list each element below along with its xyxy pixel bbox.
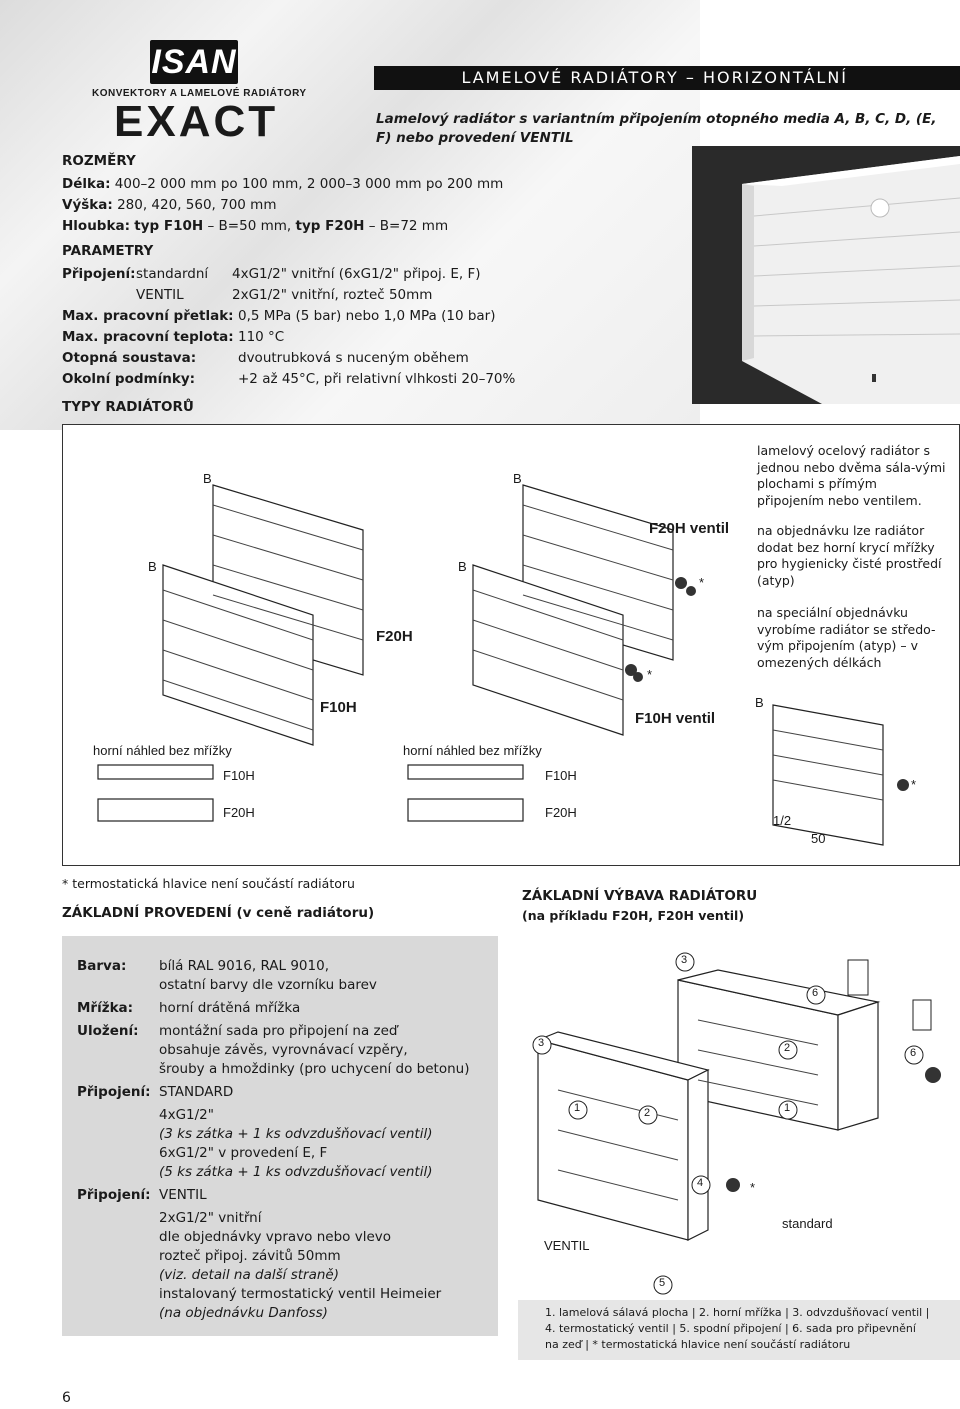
pripojeni-std-label: Připojení:: [77, 1084, 151, 1100]
f10h-top-2: F10H: [545, 768, 577, 783]
num-1-right: 1: [784, 1102, 791, 1114]
pretlak-label: Max. pracovní přetlak:: [62, 308, 234, 324]
num-4: 4: [697, 1177, 704, 1189]
equipment-drawing: [518, 940, 960, 1295]
legend-line-1: 1. lamelová sálavá plocha | 2. horní mřížka | 3. odvzdušňovací ventil |: [545, 1306, 930, 1319]
num-6-top: 6: [812, 987, 819, 999]
num-3-left: 3: [538, 1037, 545, 1049]
podminky-value: +2 až 45°C, při relativní vlhkosti 20–70%: [238, 371, 516, 387]
star-1: *: [699, 575, 705, 590]
podminky-label: Okolní podmínky:: [62, 371, 196, 387]
vyska-line: [62, 195, 277, 215]
ventil-6: instalovaný termostatický ventil Heimeier: [159, 1286, 442, 1302]
ventil-2: 2xG1/2" vnitřní: [159, 1210, 262, 1226]
delka-line: [62, 174, 503, 194]
hloubka-label: Hloubka:: [62, 218, 130, 234]
std-3: (3 ks zátka + 1 ks odvzdušňovací ventil): [159, 1126, 433, 1142]
f10h-ventil-label: F10H ventil: [635, 710, 716, 727]
fifty-label: 50: [811, 831, 826, 846]
note-1: lamelový ocelový radiátor s jednou nebo dvěma sála-vými plochami s přímým připojením nebo ventilem.: [757, 443, 946, 508]
teplota-value: 110 °C: [238, 329, 285, 345]
soustava-value: dvoutrubková s nuceným oběhem: [238, 350, 469, 366]
b-label-3: B: [513, 471, 522, 486]
ulozeni-label: Uložení:: [77, 1023, 139, 1039]
radiator-photo: [692, 146, 960, 404]
pripojeni-ventil: VENTIL: [136, 287, 184, 303]
barva-label: Barva:: [77, 958, 127, 974]
ventil-3: dle objednávky vpravo nebo vlevo: [159, 1229, 392, 1245]
note-2: na objednávku lze radiátor dodat bez horní krycí mřížky pro hygienicky čisté prostředí (atyp): [757, 523, 942, 588]
ulozeni-2: obsahuje závěs, vyrovnávací vzpěry,: [159, 1042, 408, 1058]
barva-2: ostatní barvy dle vzorníku barev: [159, 977, 377, 993]
star-2: *: [647, 667, 653, 682]
std-1: STANDARD: [159, 1084, 234, 1100]
typy-heading: TYPY RADIÁTORŮ: [62, 399, 194, 415]
ventil-4: rozteč připoj. závitů 50mm: [159, 1248, 341, 1264]
pripojeni-std: standardní: [136, 266, 209, 282]
f10h-top-1: F10H: [223, 768, 255, 783]
brand-tagline: KONVEKTORY A LAMELOVÉ RADIÁTORY: [92, 88, 307, 99]
barva-1: bílá RAL 9016, RAL 9010,: [159, 958, 329, 974]
hloubka-type2: typ F20H: [295, 218, 365, 234]
pripojeni-ventil-label: Připojení:: [77, 1187, 151, 1203]
delka-label: Délka:: [62, 176, 111, 192]
star-3: *: [911, 777, 917, 792]
f20h-top-2: F20H: [545, 805, 577, 820]
std-5: (5 ks zátka + 1 ks odvzdušňovací ventil): [159, 1164, 433, 1180]
teplota-label: Max. pracovní teplota:: [62, 329, 234, 345]
hloubka-type1: typ F10H: [134, 218, 204, 234]
f20h-label: F20H: [376, 628, 413, 645]
std-4: 6xG1/2" v provedení E, F: [159, 1145, 328, 1161]
mrizka-label: Mřížka:: [77, 1000, 134, 1016]
b-label-5: B: [755, 695, 764, 710]
ventil-1: VENTIL: [159, 1187, 207, 1203]
isan-logo-text: ISAN: [151, 43, 237, 81]
page-title: LAMELOVÉ RADIÁTORY – HORIZONTÁLNÍ: [461, 68, 848, 87]
b-label-2: B: [148, 559, 157, 574]
f20h-top-1: F20H: [223, 805, 255, 820]
f10h-label: F10H: [320, 699, 357, 716]
num-2-left: 2: [644, 1107, 651, 1119]
ventil-5: (viz. detail na další straně): [159, 1267, 339, 1283]
ventil-7: (na objednávku Danfoss): [159, 1305, 328, 1321]
legend-line-2: 4. termostatický ventil | 5. spodní připojení | 6. sada pro připevnění: [545, 1322, 916, 1335]
header-bar: [374, 66, 960, 90]
b-label-4: B: [458, 559, 467, 574]
top-view-label-1: horní náhled bez mřížky: [93, 743, 232, 758]
num-3-top: 3: [681, 954, 688, 966]
num-2-right: 2: [784, 1042, 791, 1054]
half-label: 1/2: [773, 813, 792, 828]
footnote: * termostatická hlavice není součástí radiátoru: [62, 876, 355, 891]
mrizka-1: horní drátěná mřížka: [159, 1000, 301, 1016]
product-name: EXACT: [114, 97, 279, 146]
standard-label: standard: [782, 1216, 833, 1231]
vybava-subheading: (na příkladu F20H, F20H ventil): [522, 908, 745, 923]
provedeni-heading: ZÁKLADNÍ PROVEDENÍ (v ceně radiátoru): [62, 905, 375, 921]
delka-value: 400–2 000 mm po 100 mm, 2 000–3 000 mm po 200 mm: [114, 176, 504, 192]
star-eq: *: [750, 1180, 756, 1195]
ulozeni-3: šrouby a hmoždinky (pro uchycení do betonu): [159, 1061, 470, 1077]
hloubka-line: [62, 216, 448, 236]
pripojeni-std-value: 4xG1/2" vnitřní (6xG1/2" připoj. E, F): [232, 266, 481, 282]
hloubka-value2: – B=72 mm: [368, 218, 449, 234]
soustava-label: Otopná soustava:: [62, 350, 197, 366]
top-view-label-2: horní náhled bez mřížky: [403, 743, 542, 758]
b-label-1: B: [203, 471, 212, 486]
f20h-ventil-label: F20H ventil: [649, 520, 730, 537]
pripojeni-ventil-value: 2xG1/2" vnitřní, rozteč 50mm: [232, 287, 433, 303]
parametry-heading: PARAMETRY: [62, 243, 154, 259]
note-3: na speciální objednávku vyrobíme radiátor se středo-vým připojením (atyp) – v omezených délkách: [757, 605, 936, 670]
page-number: 6: [62, 1390, 71, 1406]
num-6-right: 6: [910, 1047, 917, 1059]
ulozeni-1: montážní sada pro připojení na zeď: [159, 1023, 398, 1039]
std-2: 4xG1/2": [159, 1107, 214, 1123]
vybava-heading: ZÁKLADNÍ VÝBAVA RADIÁTORU: [522, 888, 758, 904]
rozmery-heading: ROZMĚRY: [62, 153, 136, 169]
legend-line-3: na zeď | * termostatická hlavice není součástí radiátoru: [545, 1338, 851, 1351]
pripojeni-label: Připojení:: [62, 266, 136, 282]
vyska-value: 280, 420, 560, 700 mm: [117, 197, 277, 213]
hloubka-value1: – B=50 mm,: [207, 218, 292, 234]
vyska-label: Výška:: [62, 197, 113, 213]
num-1-left: 1: [574, 1102, 581, 1114]
page-subtitle: Lamelový radiátor s variantním připojením otopného media A, B, C, D, (E, F) nebo provedení VENTIL: [376, 111, 937, 146]
num-5: 5: [659, 1277, 666, 1289]
radiator-types-diagram: [62, 424, 960, 866]
ventil-label: VENTIL: [544, 1238, 590, 1253]
pretlak-value: 0,5 MPa (5 bar) nebo 1,0 MPa (10 bar): [238, 308, 496, 324]
